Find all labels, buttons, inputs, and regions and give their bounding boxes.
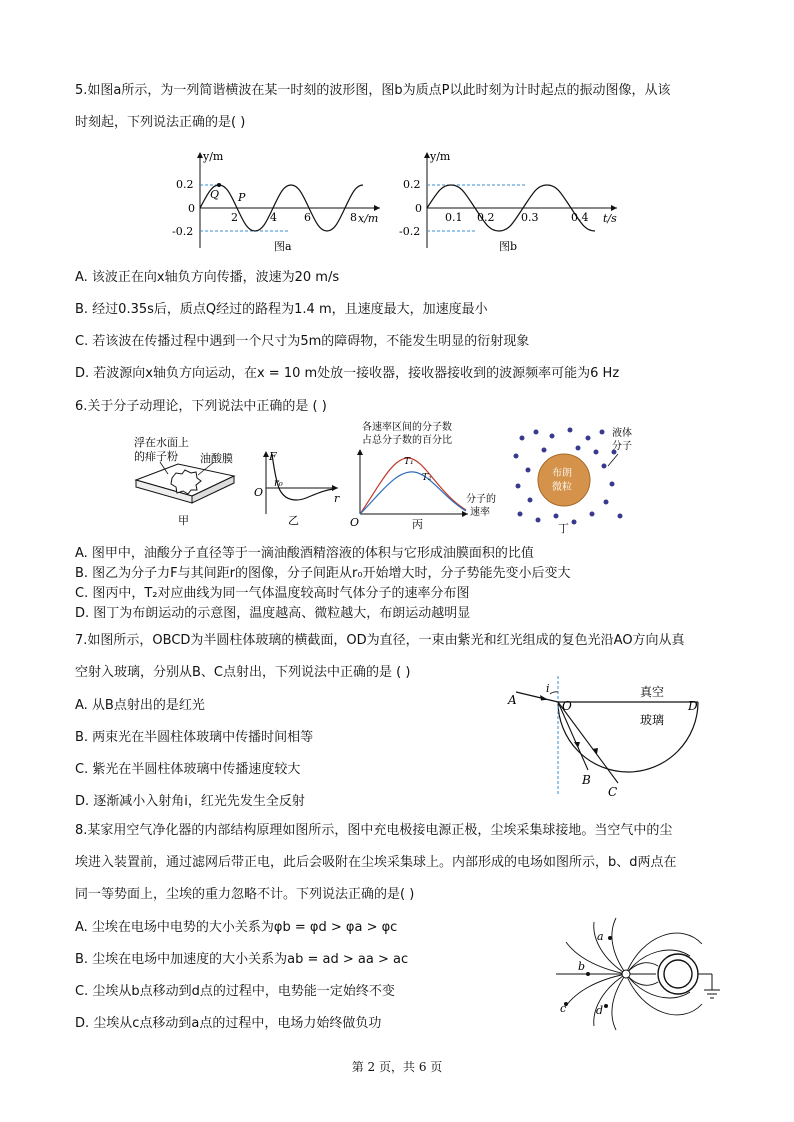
fig7-label-i: i: [546, 682, 550, 695]
q7-stem-line2: 空射入玻璃，分别从B、C点射出，下列说法中正确的是 ( ): [75, 665, 411, 680]
fig-ding-particle1: 布朗: [552, 468, 572, 479]
fig-bing-caption: 丙: [412, 518, 423, 530]
q6-figure-jia: [130, 432, 240, 527]
fig7-label-d: D: [688, 699, 698, 713]
q5-figure-b: [395, 148, 635, 258]
q7-option-c: C. 紫光在半圆柱体玻璃中传播速度较大: [75, 762, 301, 777]
fig-yi-ylabel: F: [269, 450, 277, 463]
fig-ding-caption: 丁: [558, 522, 569, 534]
fig-a-xtick-0: 2: [231, 211, 238, 224]
q5-option-a: A. 该波正在向x轴负方向传播，波速为20 m/s: [75, 270, 340, 285]
q8-option-c: C. 尘埃从b点移动到d点的过程中，电势能一定始终不变: [75, 984, 395, 999]
fig-b-xtick-0: 0.1: [445, 211, 463, 224]
q6-stem: 6.关于分子动理论，下列说法中正确的是 ( ): [75, 399, 327, 414]
fig7-label-glass: 玻璃: [640, 713, 665, 727]
q7-option-b: B. 两束光在半圆柱体玻璃中传播时间相等: [75, 730, 314, 745]
fig-bing-t1: T₁: [404, 457, 414, 467]
q6-option-a: A. 图甲中，油酸分子直径等于一滴油酸酒精溶液的体积与它形成油膜面积的比值: [75, 546, 534, 561]
q8-stem-line1: 8.某家用空气净化器的内部结构原理如图所示，图中充电极接电源正极，尘埃采集球接地。当空气中的尘: [75, 823, 673, 838]
fig-b-caption: 图b: [499, 240, 518, 253]
fig7-semicircle: [558, 702, 698, 772]
fig-a-ytick-0: 0.2: [176, 178, 194, 191]
q7-option-a: A. 从B点射出的是红光: [75, 698, 205, 713]
fig-bing-origin: O: [350, 516, 360, 529]
q8-figure: [552, 914, 732, 1034]
fig-bing-xlabel1: 分子的: [466, 494, 496, 505]
q8-option-a: A. 尘埃在电场中电势的大小关系为φb = φd > φa > φc: [75, 920, 398, 935]
q8-stem-line2: 埃进入装置前，通过滤网后带正电，此后会吸附在尘埃采集球上。内部形成的电场如图所示，b、d两点在: [75, 855, 677, 870]
fig8-label-b: b: [578, 960, 586, 973]
fig-ding-brownian-particle: [538, 454, 590, 506]
fig7-label-c: C: [608, 785, 618, 799]
q5-option-c: C. 若该波在传播过程中遇到一个尺寸为5m的障碍物，不能发生明显的衍射现象: [75, 334, 530, 349]
fig7-label-b: B: [582, 773, 591, 787]
q6-option-b: B. 图乙为分子力F与其间距r的图像，分子间距从r₀开始增大时，分子势能先变小后变大: [75, 566, 571, 581]
q5-stem-line2: 时刻起，下列说法正确的是( ): [75, 115, 246, 130]
fig-a-ytick-2: -0.2: [172, 225, 194, 238]
page-footer: 第 2 页，共 6 页: [351, 1060, 443, 1074]
fig-bing-xlabel2: 速率: [470, 507, 490, 518]
q5-figure-a: [170, 148, 400, 258]
fig-jia-label2: 的痱子粉: [134, 450, 178, 463]
fig-yi-r0: r₀: [274, 478, 283, 489]
q8-option-d: D. 尘埃从c点移动到a点的过程中，电场力始终做负功: [75, 1016, 382, 1031]
fig-yi-caption: 乙: [288, 514, 299, 527]
fig-bing-title1: 各速率区间的分子数: [362, 422, 452, 433]
q7-figure: [500, 676, 720, 806]
q6-figure-ding: [508, 424, 638, 534]
fig-b-xtick-2: 0.3: [521, 211, 539, 224]
q5-option-d: D. 若波源向x轴负方向运动，在x = 10 m处放一接收器，接收器接收到的波源频率可能为6 Hz: [75, 366, 620, 381]
q7-option-d: D. 逐渐减小入射角i，红光先发生全反射: [75, 794, 305, 809]
q6-figure-yi: [248, 448, 343, 528]
fig7-label-o: O: [562, 699, 572, 713]
fig-bing-t2: T₂: [422, 473, 432, 483]
fig-a-xtick-3: 8: [350, 211, 357, 224]
fig-b-xtick-3: 0.4: [571, 211, 589, 224]
fig-jia-caption: 甲: [178, 514, 189, 527]
q5-stem-line1: 5.如图a所示，为一列简谐横波在某一时刻的波形图，图b为质点P以此时刻为计时起点的振动图像，从该: [75, 83, 671, 98]
fig-b-ytick-0: 0.2: [403, 178, 421, 191]
fig8-charge-electrode: [622, 970, 630, 978]
fig-a-xtick-2: 6: [304, 211, 311, 224]
fig7-label-vacuum: 真空: [640, 685, 665, 699]
fig-b-xlabel: t/s: [603, 212, 617, 225]
fig-a-xlabel: x/m: [358, 212, 379, 225]
fig-yi-force-curve: [272, 454, 334, 500]
fig8-label-d: d: [596, 1004, 604, 1017]
fig-a-xtick-1: 4: [270, 211, 277, 224]
q8-stem-line3: 同一等势面上，尘埃的重力忽略不计。下列说法正确的是( ): [75, 887, 415, 902]
fig-a-ytick-1: 0: [188, 202, 195, 215]
fig-yi-xlabel: r: [334, 492, 340, 505]
fig-a-caption: 图a: [274, 240, 292, 253]
fig-yi-origin: O: [254, 486, 264, 499]
fig-b-ytick-1: 0: [415, 202, 422, 215]
q6-option-d: D. 图丁为布朗运动的示意图，温度越高、微粒越大，布朗运动越明显: [75, 606, 471, 621]
q6-figure-bing: [348, 418, 508, 530]
fig8-label-c: c: [560, 1002, 567, 1015]
fig7-label-a: A: [508, 693, 517, 707]
fig-ding-particle2: 微粒: [552, 482, 572, 493]
fig-jia-label3: 油酸膜: [200, 452, 233, 465]
fig-a-point-q: Q: [210, 188, 220, 201]
fig-a-point-p: P: [238, 191, 246, 204]
fig-ding-label2: 分子: [612, 441, 632, 452]
q7-stem-line1: 7.如图所示，OBCD为半圆柱体玻璃的横截面，OD为直径，一束由紫光和红光组成的复色光沿AO方向从真: [75, 633, 685, 648]
fig-b-xtick-1: 0.2: [477, 211, 495, 224]
fig-ding-label1: 液体: [612, 428, 632, 439]
q5-option-b: B. 经过0.35s后，质点Q经过的路程为1.4 m，且速度最大，加速度最小: [75, 302, 488, 317]
fig-b-ylabel: y/m: [430, 150, 451, 163]
fig-jia-label1: 浮在水面上: [134, 436, 189, 449]
fig8-label-a: a: [597, 930, 604, 943]
fig8-collector-ball-inner: [664, 960, 692, 988]
fig-bing-curve-t2: [360, 472, 466, 514]
fig-bing-title2: 占总分子数的百分比: [362, 435, 452, 446]
fig-b-ytick-2: -0.2: [399, 225, 421, 238]
q6-option-c: C. 图丙中，T₂对应曲线为同一气体温度较高时气体分子的速率分布图: [75, 586, 470, 601]
fig-a-ylabel: y/m: [203, 150, 224, 163]
q8-option-b: B. 尘埃在电场中加速度的大小关系为ab = ad > aa > ac: [75, 952, 409, 967]
